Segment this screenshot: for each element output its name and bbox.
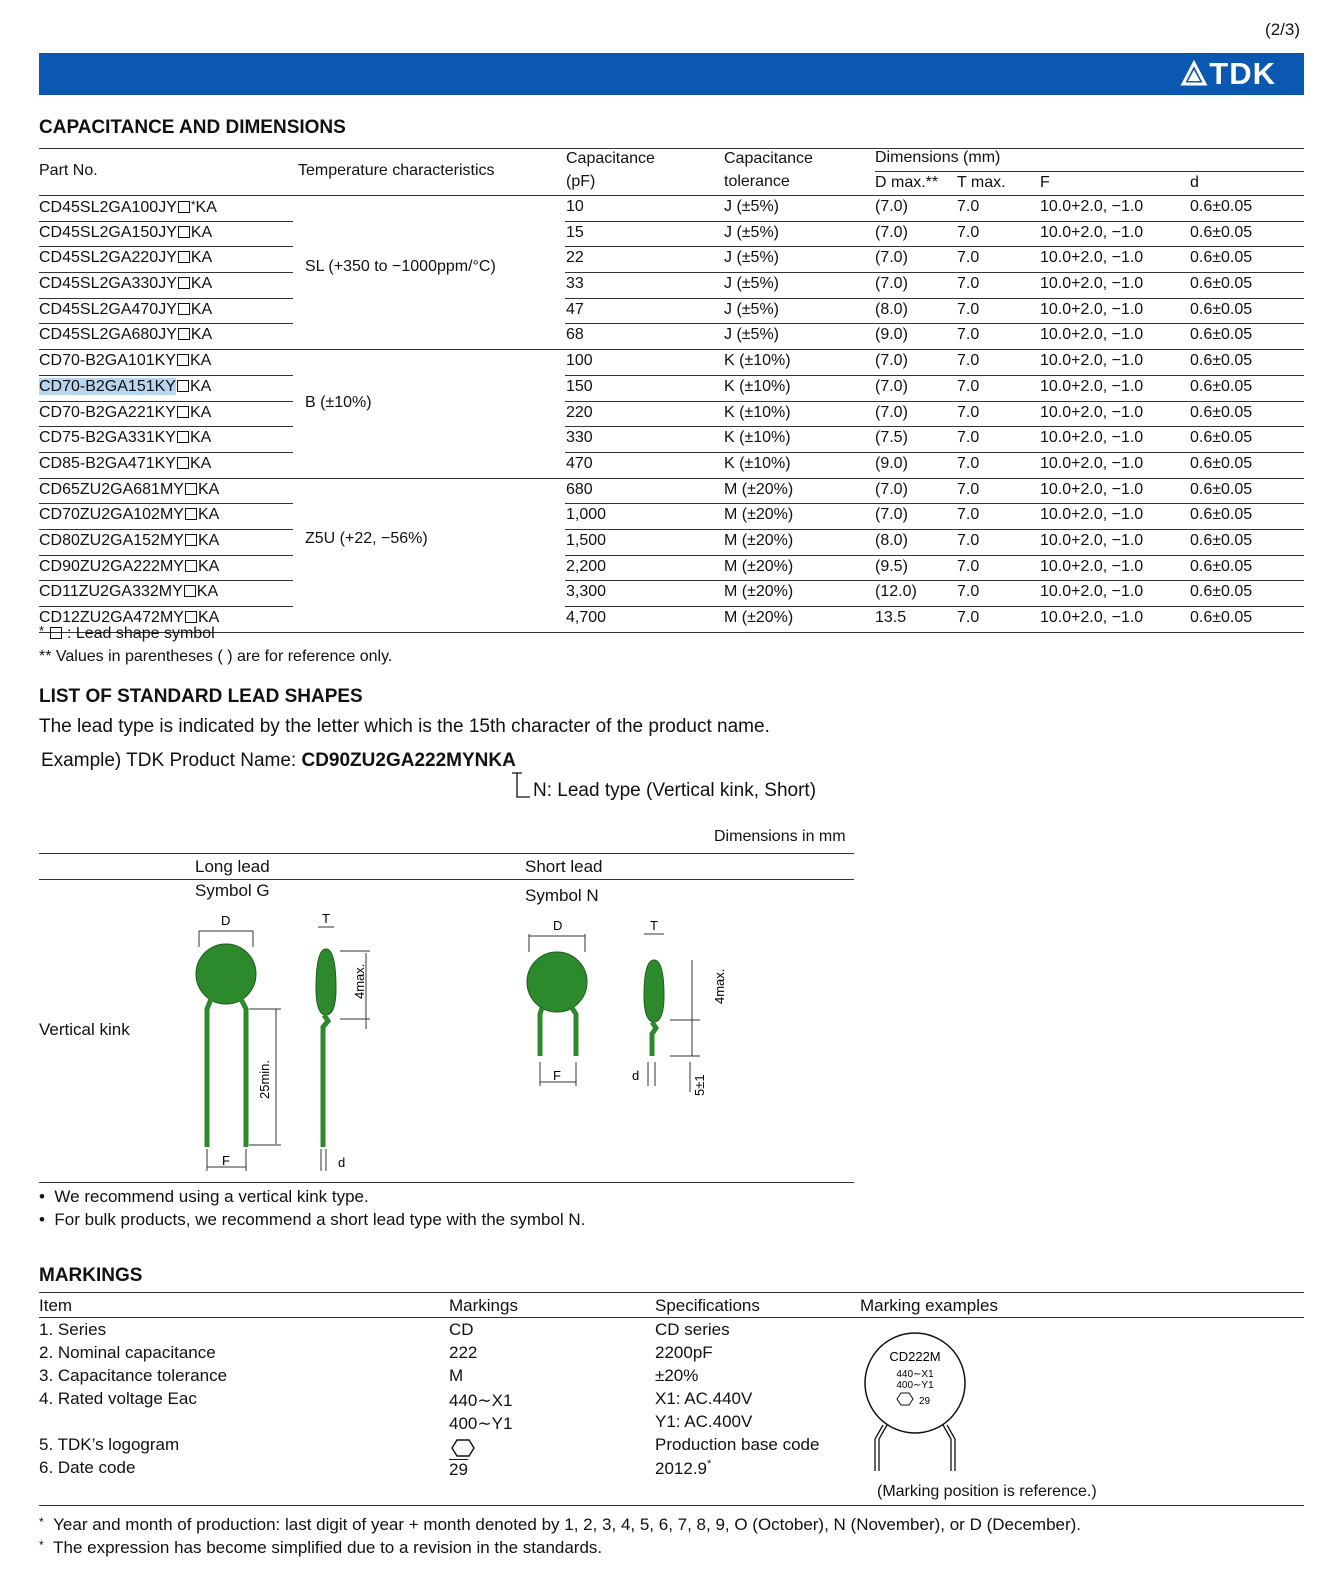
capacitance-value: 220 [566,403,593,421]
tdk-logo [1181,56,1276,92]
capacitance-value: 10 [566,198,584,215]
tolerance-value: M (±20%) [724,480,794,498]
section-title-capacitance: CAPACITANCE AND DIMENSIONS [39,117,346,138]
part-number: CD70-B2GA151KY KA [39,377,212,395]
header-dmax: D max.** [875,174,939,191]
tolerance-value: J (±5%) [724,223,780,241]
d-max-value: (9.5) [875,557,908,575]
f-value: 10.0+2.0, −1.0 [1040,531,1144,549]
footnote-2: * The expression has become simplified due to a revision in the standards. [39,1538,603,1557]
t-max-value: 7.0 [957,557,980,575]
part-number: CD70ZU2GA102MY KA [39,506,220,524]
d-value: 0.6±0.05 [1190,557,1253,575]
f-value: 10.0+2.0, −1.0 [1040,326,1144,344]
d-value: 0.6±0.05 [1190,223,1253,241]
marking-example-note: (Marking position is reference.) [877,1483,1097,1500]
example-line [41,750,516,772]
markings-header-examples: Marking examples [860,1296,998,1315]
tolerance-value: M (±20%) [724,609,794,626]
f-value: 10.0+2.0, −1.0 [1040,223,1144,241]
capacitance-value: 4,700 [566,609,607,626]
note-reference: ** Values in parentheses ( ) are for reference only. [39,648,393,665]
d-max-value: (7.0) [875,480,908,498]
f-value: 10.0+2.0, −1.0 [1040,249,1144,267]
example-line-date: 29 [919,1396,931,1407]
tolerance-value: M (±20%) [724,531,794,549]
lead-shape-box [185,508,197,520]
item-cap-tolerance: 3. Capacitance tolerance [39,1366,228,1385]
lead-bullet-1-text: We recommend using a vertical kink type. [54,1187,369,1206]
long-lead-side-diagram [304,909,394,1174]
part-number: CD70-B2GA221KY KA [39,403,212,421]
long-lead-front-diagram [189,909,289,1174]
d-value: 0.6±0.05 [1190,326,1253,344]
d-value: 0.6±0.05 [1190,506,1253,524]
t-max-value: 7.0 [957,275,980,293]
lead-shape-box [177,380,189,392]
dim-label-T-short: T [650,918,658,933]
d-value: 0.6±0.05 [1190,531,1253,549]
markings-header-divider [39,1317,1304,1318]
part-number: CD90ZU2GA222MY KA [39,557,220,575]
header-cap-unit: (pF) [566,173,596,190]
table-row [39,504,1304,530]
capacitance-value: 22 [566,249,584,267]
tolerance-value: K (±10%) [724,403,791,421]
capacitance-value: 470 [566,454,593,472]
table-row [39,402,1304,428]
t-max-value: 7.0 [957,506,980,524]
tolerance-value: J (±5%) [724,249,780,267]
tolerance-value: J (±5%) [724,198,780,215]
spec-nominal-cap: 2200pF [655,1343,713,1362]
tolerance-value: M (±20%) [724,557,794,575]
table-row [39,196,1304,222]
part-number: CD45SL2GA680JY KA [39,326,213,344]
example-line-cd222m: CD222M [889,1349,941,1364]
capacitance-value: 100 [566,352,593,370]
symbol-g-label: Symbol G [195,881,270,900]
capacitance-value: 33 [566,275,584,293]
table-row [39,247,1304,273]
dim-label-25min: 25min. [257,1059,272,1099]
lead-type-note: N: Lead type (Vertical kink, Short) [533,780,817,801]
example-line-y1: 400∼Y1 [896,1380,934,1391]
lead-shape-box [178,226,190,238]
t-max-value: 7.0 [957,198,980,215]
tolerance-value: K (±10%) [724,352,791,370]
f-value: 10.0+2.0, −1.0 [1040,609,1144,626]
lead-bullet-2-text: For bulk products, we recommend a short lead type with the symbol N. [54,1210,586,1229]
example-line-x1: 440∼X1 [896,1369,934,1380]
part-number: CD70-B2GA101KY KA [39,352,212,370]
note-lead-shape-text: : Lead shape symbol [66,625,215,642]
spec-tolerance: ±20% [655,1366,699,1385]
section-title-markings: MARKINGS [39,1265,143,1286]
t-max-value: 7.0 [957,609,980,626]
table-row [39,350,1304,376]
d-max-value: (7.5) [875,429,908,447]
d-max-value: (12.0) [875,583,917,601]
spec-production-base: Production base code [655,1435,820,1454]
dims-divider [875,171,1304,172]
d-value: 0.6±0.05 [1190,480,1253,498]
table-row [39,324,1304,350]
f-value: 10.0+2.0, −1.0 [1040,583,1144,601]
tolerance-value: M (±20%) [724,583,794,601]
f-value: 10.0+2.0, −1.0 [1040,377,1144,395]
markings-header-item: Item [39,1296,73,1315]
capacitance-table [39,148,1304,633]
markings-table [39,1292,1304,1506]
highlighted-part: CD70-B2GA151KY [39,377,176,395]
marking-example-diagram [859,1321,979,1481]
example-product-name: CD90ZU2GA222MYNKA [301,750,516,771]
d-value: 0.6±0.05 [1190,198,1253,215]
t-max-value: 7.0 [957,249,980,267]
dim-label-d-long: d [338,1155,346,1170]
t-max-value: 7.0 [957,352,980,370]
t-max-value: 7.0 [957,583,980,601]
d-value: 0.6±0.05 [1190,583,1253,601]
d-value: 0.6±0.05 [1190,609,1253,626]
capacitance-value: 15 [566,223,584,241]
capacitance-value: 2,200 [566,557,607,575]
table-row [39,299,1304,325]
d-max-value: (7.0) [875,249,908,267]
table-row [39,222,1304,248]
t-max-value: 7.0 [957,454,980,472]
capacitance-notes [39,619,392,668]
d-max-value: (7.0) [875,377,908,395]
tolerance-value: J (±5%) [724,300,780,318]
d-max-value: (7.0) [875,275,908,293]
mark-date-code: 29 [449,1460,468,1479]
dim-label-4max-short: 4max. [712,968,727,1004]
part-number: CD12ZU2GA472MY KA [39,609,220,626]
t-max-value: 7.0 [957,531,980,549]
tolerance-value: J (±5%) [724,275,780,293]
lead-shape-box [177,406,189,418]
d-value: 0.6±0.05 [1190,377,1253,395]
table-row [39,556,1304,582]
d-value: 0.6±0.05 [1190,352,1253,370]
header-dims: Dimensions (mm) [875,149,1001,166]
d-value: 0.6±0.05 [1190,249,1253,267]
table-row [39,530,1304,556]
header-d: d [1190,174,1199,191]
t-max-value: 7.0 [957,377,980,395]
symbol-n-label: Symbol N [525,886,599,905]
dim-label-5pm1: 5±1 [692,1074,707,1096]
lead-bullet-1: • We recommend using a vertical kink type. [39,1187,369,1206]
f-value: 10.0+2.0, −1.0 [1040,557,1144,575]
d-value: 0.6±0.05 [1190,454,1253,472]
note-lead-shape [39,619,392,645]
header-f: F [1040,174,1050,191]
temperature-characteristic: B (±10%) [305,393,372,411]
item-series: 1. Series [39,1320,107,1339]
header-banner [39,53,1304,95]
lead-bullets [39,1185,585,1231]
markings-header-specs: Specifications [655,1296,760,1315]
footnote-1: * Year and month of production: last digit of year + month denoted by 1, 2, 3, 4, 5, 6, 7, 8, 9, O (October), N (November), or D (December). [39,1515,1082,1534]
header-tmax: T max. [957,174,1006,191]
dim-label-F-short: F [553,1068,561,1083]
lead-shape-box [177,431,189,443]
part-number: CD85-B2GA471KY KA [39,454,212,472]
part-number: CD45SL2GA330JY KA [39,275,213,293]
header-tol2: tolerance [724,173,790,190]
f-value: 10.0+2.0, −1.0 [1040,506,1144,524]
lead-shape-box [185,534,197,546]
f-value: 10.0+2.0, −1.0 [1040,352,1144,370]
t-max-value: 7.0 [957,223,980,241]
tolerance-value: J (±5%) [724,326,780,344]
tdk-logo-icon [1181,61,1207,87]
spec-x1: X1: AC.440V [655,1389,753,1408]
spec-date-value: 2012.9 [655,1458,707,1478]
lead-shape-box [178,251,190,263]
capacitance-value: 150 [566,377,593,395]
f-value: 10.0+2.0, −1.0 [1040,403,1144,421]
item-rated-voltage: 4. Rated voltage Eac [39,1389,197,1408]
t-max-value: 7.0 [957,480,980,498]
dim-label-T-long: T [322,911,330,926]
table-row [39,376,1304,402]
markings-header-markings: Markings [449,1296,518,1315]
lead-shape-box [177,457,189,469]
lead-bullet-2: • For bulk products, we recommend a short lead type with the symbol N. [39,1210,586,1229]
note-asterisk: * [39,623,45,638]
lead-shape-box [185,560,197,572]
part-number: CD45SL2GA150JY KA [39,223,213,241]
vertical-kink-label: Vertical kink [39,1020,130,1039]
long-lead-label: Long lead [195,857,270,876]
f-value: 10.0+2.0, −1.0 [1040,429,1144,447]
part-number: CD65ZU2GA681MY KA [39,480,220,498]
dim-label-4max-long: 4max. [352,963,367,999]
d-max-value: (9.0) [875,454,908,472]
mark-nominal-cap: 222 [449,1343,478,1362]
tolerance-value: K (±10%) [724,377,791,395]
temperature-characteristic: SL (+350 to −1000ppm/°C) [305,258,496,276]
table-row [39,427,1304,453]
lead-shape-box [177,354,189,366]
item-nominal-cap: 2. Nominal capacitance [39,1343,216,1362]
d-max-value: (7.0) [875,223,908,241]
capacitance-value: 47 [566,300,584,318]
mark-voltage-y1: 400∼Y1 [449,1414,513,1433]
dim-label-d-short: d [632,1068,640,1083]
tolerance-value: K (±10%) [724,429,791,447]
table-row [39,479,1304,505]
capacitance-value: 3,300 [566,583,607,601]
logogram-icon [451,1438,475,1458]
footnote-2-text: The expression has become simplified due to a revision in the standards. [53,1538,603,1557]
lead-shape-box [185,483,197,495]
d-max-value: (7.0) [875,198,908,215]
header-cap: Capacitance [566,150,655,167]
lead-shape-box [178,328,190,340]
item-date-code: 6. Date code [39,1458,136,1477]
part-number: CD75-B2GA331KY KA [39,429,212,447]
capacitance-value: 68 [566,326,584,344]
mark-tolerance: M [449,1366,464,1385]
tolerance-value: M (±20%) [724,506,794,524]
d-max-value: (9.0) [875,326,908,344]
markings-footnotes [39,1512,1081,1558]
lead-shapes-table [39,853,854,1183]
t-max-value: 7.0 [957,403,980,421]
mark-voltage-x1: 440∼X1 [449,1391,513,1410]
d-max-value: (8.0) [875,300,908,318]
temperature-characteristic: Z5U (+22, −56%) [305,529,428,547]
part-number: CD80ZU2GA152MY KA [39,531,220,549]
d-max-value: 13.5 [875,609,907,626]
t-max-value: 7.0 [957,300,980,318]
spec-date: 2012.9* [655,1458,712,1478]
table-row [39,581,1304,607]
t-max-value: 7.0 [957,326,980,344]
f-value: 10.0+2.0, −1.0 [1040,198,1144,215]
lead-shape-box [184,585,196,597]
header-part-no: Part No. [39,162,98,179]
dim-label-D-short: D [553,918,563,933]
table-header [39,148,1304,196]
f-value: 10.0+2.0, −1.0 [1040,300,1144,318]
item-logogram: 5. TDK’s logogram [39,1435,180,1454]
capacitance-value: 1,000 [566,506,607,524]
d-max-value: (7.0) [875,506,908,524]
table-body [39,196,1304,633]
mark-series: CD [449,1320,474,1339]
lead-shape-box [178,303,190,315]
d-max-value: (8.0) [875,531,908,549]
lead-shape-box [178,277,190,289]
capacitance-value: 680 [566,480,593,498]
header-tol: Capacitance [724,150,813,167]
d-max-value: (7.0) [875,403,908,421]
part-number: CD45SL2GA220JY KA [39,249,213,267]
section-title-leads: LIST OF STANDARD LEAD SHAPES [39,686,363,707]
dimensions-note: Dimensions in mm [714,828,846,845]
table-row [39,453,1304,479]
dim-label-F-long: F [222,1153,230,1168]
leads-intro: The lead type is indicated by the letter which is the 15th character of the product name. [39,716,770,737]
capacitance-value: 330 [566,429,593,447]
d-value: 0.6±0.05 [1190,300,1253,318]
footnote-1-text: Year and month of production: last digit of year + month denoted by 1, 2, 3, 4, 5, 6, 7, 8, 9, O (October), N (November), or D (December). [53,1515,1082,1534]
d-value: 0.6±0.05 [1190,429,1253,447]
d-max-value: (7.0) [875,352,908,370]
table-row [39,273,1304,299]
lead-shape-box [178,201,190,213]
t-max-value: 7.0 [957,429,980,447]
f-value: 10.0+2.0, −1.0 [1040,454,1144,472]
tolerance-value: K (±10%) [724,454,791,472]
d-value: 0.6±0.05 [1190,403,1253,421]
part-number: CD45SL2GA470JY KA [39,300,213,318]
spec-series: CD series [655,1320,730,1339]
short-lead-label: Short lead [525,857,603,876]
part-number: CD11ZU2GA332MY KA [39,583,219,601]
page-number: (2/3) [1265,20,1300,39]
short-lead-front-diagram [519,916,619,1096]
lead-shape-symbol-box [50,627,62,639]
lead-header-divider [39,879,854,880]
capacitance-value: 1,500 [566,531,607,549]
short-lead-side-diagram [624,916,727,1106]
example-label: Example) TDK Product Name: [41,750,302,771]
dim-label-D: D [221,913,231,928]
brand-name: TDK [1209,56,1276,91]
d-value: 0.6±0.05 [1190,275,1253,293]
header-temp: Temperature characteristics [298,162,495,179]
spec-y1: Y1: AC.400V [655,1412,753,1431]
part-number: CD45SL2GA100JY *KA [39,198,217,216]
f-value: 10.0+2.0, −1.0 [1040,275,1144,293]
f-value: 10.0+2.0, −1.0 [1040,480,1144,498]
